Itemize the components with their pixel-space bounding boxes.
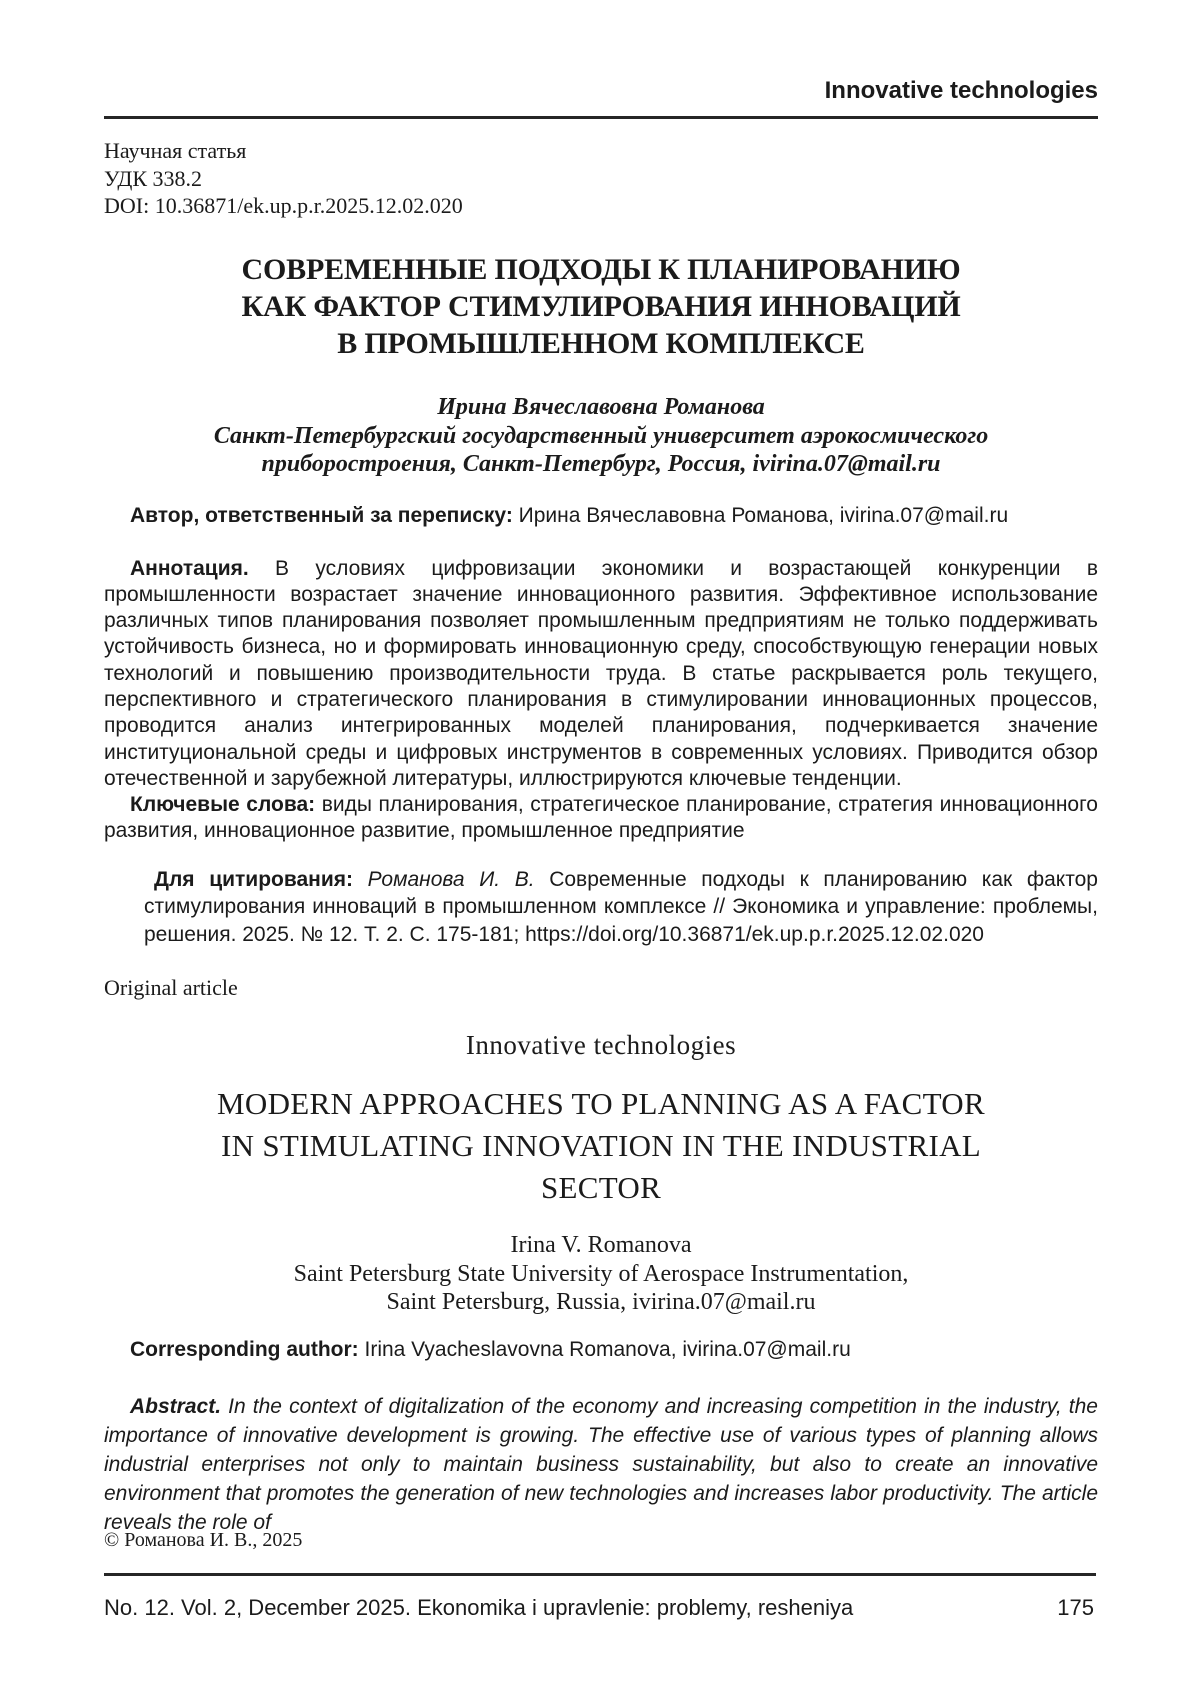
article-meta [104, 137, 1098, 220]
title-line: MODERN APPROACHES TO PLANNING AS A FACTOR [217, 1086, 985, 1122]
affiliation-line: Saint Petersburg, Russia, ivirina.07@mail.ru [386, 1289, 816, 1316]
keywords-label-ru: Ключевые слова: [130, 793, 316, 817]
corresponding-value-ru: Ирина Вячеславовна Романова, ivirina.07@mail.ru [512, 503, 1009, 527]
abstract-label-ru: Аннотация. [130, 556, 249, 580]
citation-block [144, 866, 1098, 949]
copyright-notice: © Романова И. В., 2025 [104, 1529, 303, 1551]
corresponding-label-ru: Автор, ответственный за переписку: [130, 503, 513, 527]
footer-divider [104, 1573, 1096, 1576]
udc-code: УДК 338.2 [104, 165, 203, 191]
header-divider [104, 116, 1098, 119]
affiliation-line: приборостроения, Санкт-Петербург, Россия, ivirina.07@mail.ru [261, 450, 941, 477]
page-footer [104, 1594, 1094, 1622]
affiliation-line: Saint Petersburg State University of Aerospace Instrumentation, [293, 1261, 909, 1288]
keywords-ru [104, 792, 1098, 845]
footer-journal-line: No. 12. Vol. 2, December 2025. Ekonomika i upravlenie: problemy, resheniya [104, 1595, 854, 1620]
title-line: В ПРОМЫШЛЕННОМ КОМПЛЕКСЕ [337, 326, 865, 360]
doi-line: DOI: 10.36871/ek.up.p.r.2025.12.02.020 [104, 193, 463, 218]
title-line: SECTOR [540, 1170, 662, 1206]
article-type-ru: Научная статья [104, 138, 247, 163]
corresponding-author-ru [104, 503, 1098, 529]
affiliation-ru [104, 422, 1098, 478]
article-title-en [104, 1083, 1098, 1209]
affiliation-en [104, 1260, 1098, 1316]
running-head: Innovative technologies [824, 77, 1098, 104]
footer-page-number: 175 [1057, 1595, 1094, 1620]
keywords-text-ru: виды планирования, стратегическое планирование, стратегия инновационного развития, инновационное развитие, промышленное предприятие [104, 793, 1098, 843]
abstract-en [104, 1392, 1098, 1537]
corresponding-value-en: Irina Vyacheslavovna Romanova, ivirina.07@mail.ru [358, 1338, 851, 1362]
title-line: СОВРЕМЕННЫЕ ПОДХОДЫ К ПЛАНИРОВАНИЮ [241, 252, 961, 286]
citation-label: Для цитирования: [154, 867, 354, 891]
corresponding-label-en: Corresponding author: [130, 1338, 359, 1362]
citation-text: Современные подходы к планированию как фактор стимулирования инноваций в промышленном комплексе // Экономика и управление: проблемы, решения. 2025. № 12. Т. 2. С. 175-181; https://doi.org/10.36871/ek.up.p.r.2025.12.02.020 [144, 867, 1098, 946]
abstract-text-en: In the context of digitalization of the economy and increasing competition in the industry, the importance of innovative development is growing. The effective use of various types of planning allows industrial enterprises not only to maintain business sustainability, but also to create an innovative environment that promotes the generation of new technologies and increases labor productivity. The article reveals the role of [104, 1395, 1098, 1535]
article-title-ru [104, 251, 1098, 362]
author-en: Irina V. Romanova [510, 1232, 692, 1259]
section-heading-en: Innovative technologies [465, 1030, 737, 1061]
citation-author: Романова И. В. [353, 867, 535, 891]
abstract-label-en: Abstract. [130, 1395, 222, 1419]
article-type-en: Original article [104, 975, 238, 1001]
abstract-ru [104, 556, 1098, 793]
abstract-text-ru: В условиях цифровизации экономики и возрастающей конкуренции в промышленности возрастает значение инновационного развития. Эффективное использование различных типов планирования позволяет промышленным предприятиям не только поддерживать устойчивость бизнеса, но и формировать инновационную среду, способствующую генерации новых технологий и повышению производительности труда. В статье раскрывается роль текущего, перспективного и стратегического планирования в стимулировании инновационных процессов, проводится анализ интегрированных моделей планирования, подчеркивается значение институциональной среды и цифровых инструментов в современных условиях. Приводится обзор отечественной и зарубежной литературы, иллюстрируются ключевые тенденции. [104, 556, 1098, 790]
title-line: КАК ФАКТОР СТИМУЛИРОВАНИЯ ИННОВАЦИЙ [241, 289, 961, 323]
affiliation-line: Санкт-Петербургский государственный университет аэрокосмического [213, 422, 989, 449]
title-line: IN STIMULATING INNOVATION IN THE INDUSTRIAL [221, 1128, 981, 1164]
author-ru: Ирина Вячеславовна Романова [437, 393, 765, 420]
corresponding-author-en [104, 1337, 1098, 1363]
